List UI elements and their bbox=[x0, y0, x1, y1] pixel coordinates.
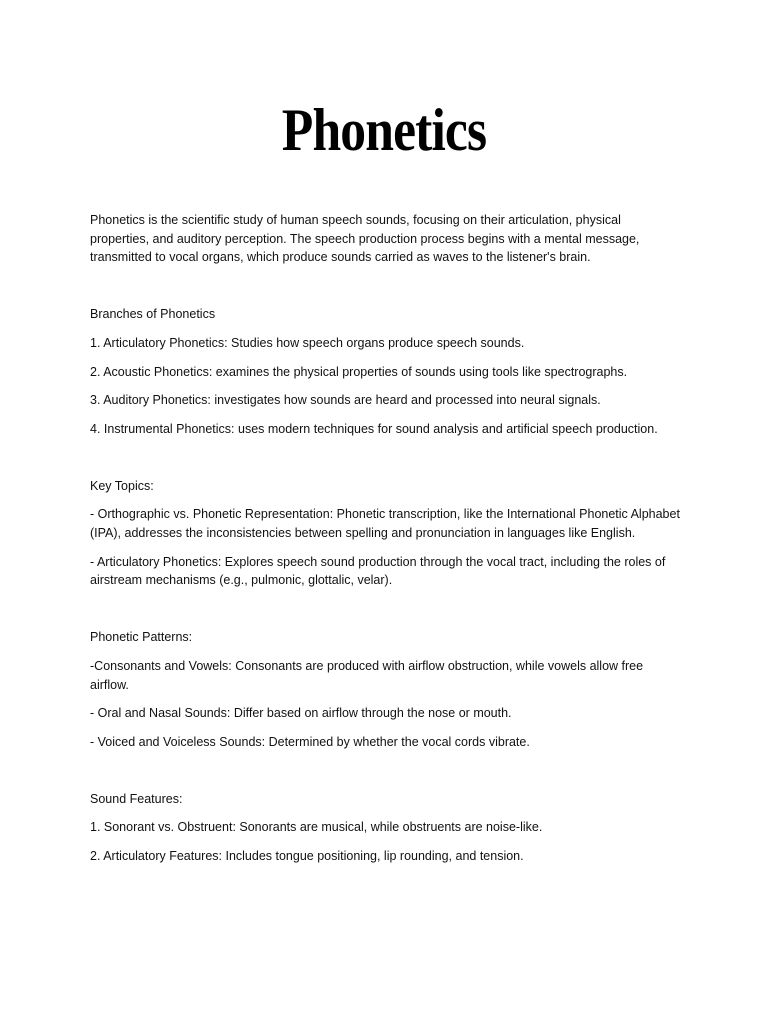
section-heading: Key Topics: bbox=[90, 478, 154, 493]
list-item: 3. Auditory Phonetics: investigates how sounds are heard and processed into neural signals. bbox=[90, 393, 601, 408]
list-item: 2. Articulatory Features: Includes tongue positioning, lip rounding, and tension. bbox=[90, 849, 524, 864]
list-item: - Articulatory Phonetics: Explores speech sound production through the vocal tract, including the roles of airstream mechanisms (e.g., pulmonic, glottalic, velar). bbox=[90, 554, 666, 588]
section-heading: Phonetic Patterns: bbox=[90, 630, 193, 645]
list-item: - Voiced and Voiceless Sounds: Determined by whether the vocal cords vibrate. bbox=[90, 734, 530, 749]
list-item: - Oral and Nasal Sounds: Differ based on airflow through the nose or mouth. bbox=[90, 706, 512, 721]
section-key-topics bbox=[90, 477, 680, 591]
list-item: - Orthographic vs. Phonetic Representation: Phonetic transcription, like the International Phonetic Alphabet (IPA), addresses the inconsistencies between spelling and pronunciation in languages like English. bbox=[90, 507, 680, 541]
intro-paragraph: Phonetics is the scientific study of human speech sounds, focusing on their articulation, physical properties, and auditory perception. The speech production process begins with a mental message, transmitted to vocal organs, which produce sounds carried as waves to the listener's brain. bbox=[90, 213, 640, 265]
list-item: 1. Articulatory Phonetics: Studies how speech organs produce speech sounds. bbox=[90, 335, 525, 350]
list-item: -Consonants and Vowels: Consonants are produced with airflow obstruction, while vowels allow free airflow. bbox=[90, 658, 644, 692]
document-body bbox=[90, 211, 680, 866]
section-heading: Branches of Phonetics bbox=[90, 307, 216, 322]
list-item: 4. Instrumental Phonetics: uses modern techniques for sound analysis and artificial speech production. bbox=[90, 421, 658, 436]
list-item: 1. Sonorant vs. Obstruent: Sonorants are musical, while obstruents are noise-like. bbox=[90, 820, 543, 835]
list-item: 2. Acoustic Phonetics: examines the physical properties of sounds using tools like spectrographs. bbox=[90, 364, 628, 379]
section-branches bbox=[90, 305, 680, 439]
section-sound-features bbox=[90, 790, 680, 866]
section-phonetic-patterns bbox=[90, 628, 680, 752]
page-title: Phonetics bbox=[281, 97, 487, 163]
section-heading: Sound Features: bbox=[90, 791, 183, 806]
